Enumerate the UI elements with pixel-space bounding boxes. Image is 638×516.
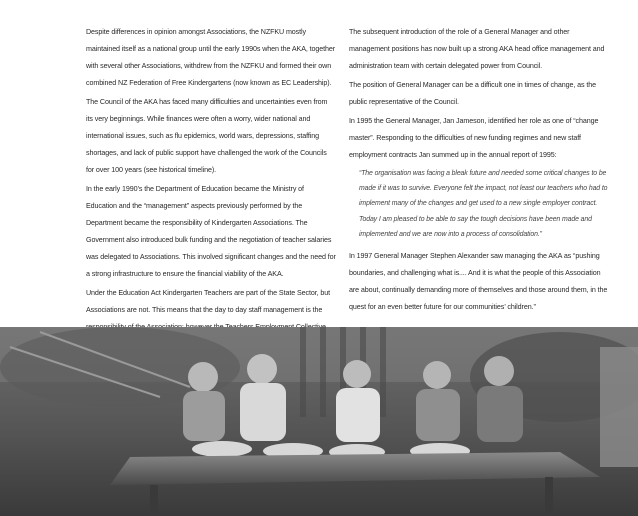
historical-photo-children-washing [0,327,638,516]
paragraph: Under the Education Act Kindergarten Teachers are part of the State Sector, but Associations are not. This means that the day to day staff management is the [86,289,331,314]
paragraph: In the early 1990’s the Department of Education became the Ministry of Education and the “management” aspects previously performed by the Department became the responsibility of Kindergarten Associations. The Government also introduced bulk funding and the negotiation of teacher salaries was delegated to Associations. This involved significant changes and the need for a strong infrastructure to ensure the financial viability of the AKA. [86,185,336,278]
block-quote: “The organisation was facing a bleak future and needed some critical changes to be made if it was to survive. Everyone felt the impact, not least our teachers who had to implement many of the changes and get used to a new single employer contract. Today I am pleased to be able to say the tough decisions have been made and implemented and we are now into a process of consolidation.” [359,170,608,238]
left-text-column [86,24,336,372]
right-text-column [349,24,611,318]
paragraph: The position of General Manager can be a difficult one in times of change, as the public representative of the Council. [349,81,597,106]
paragraph: The Council of the AKA has faced many difficulties and uncertainties even from its very beginnings. While finances were often a worry, wider national and international issues, such as flu epidemics, world wars, depressions, staffing shortages, and lack of public support have challenged the work of the Councils for over 100 years (see historical timeline). [86,98,328,174]
paragraph: Despite differences in opinion amongst Associations, the NZFKU mostly maintained itself as a national group until the early 1990s when the AKA, together with several other Associations, withdrew from the NZFKU and formed their own combined NZ Federation of Free Kindergartens (now known as EC Leadership). [86,28,336,87]
paragraph: The subsequent introduction of the role of a General Manager and other management positions has now built up a strong AKA head office management and administration team with certain delegated power from Council. [349,28,605,70]
paragraph: In 1997 General Manager Stephen Alexander saw managing the AKA as “pushing boundaries, and challenging what is.... And it is what the people of this Association are about, continually demanding more of themselves and those around them, in the quest for an even better future for our communities’ children.” [349,252,608,312]
paragraph: In 1995 the General Manager, Jan Jameson, identified her role as one of “change master”. Responding to the difficulties of new funding regimes and new staff employment contracts Jan summed up in the annual report of 1995: [349,117,599,159]
